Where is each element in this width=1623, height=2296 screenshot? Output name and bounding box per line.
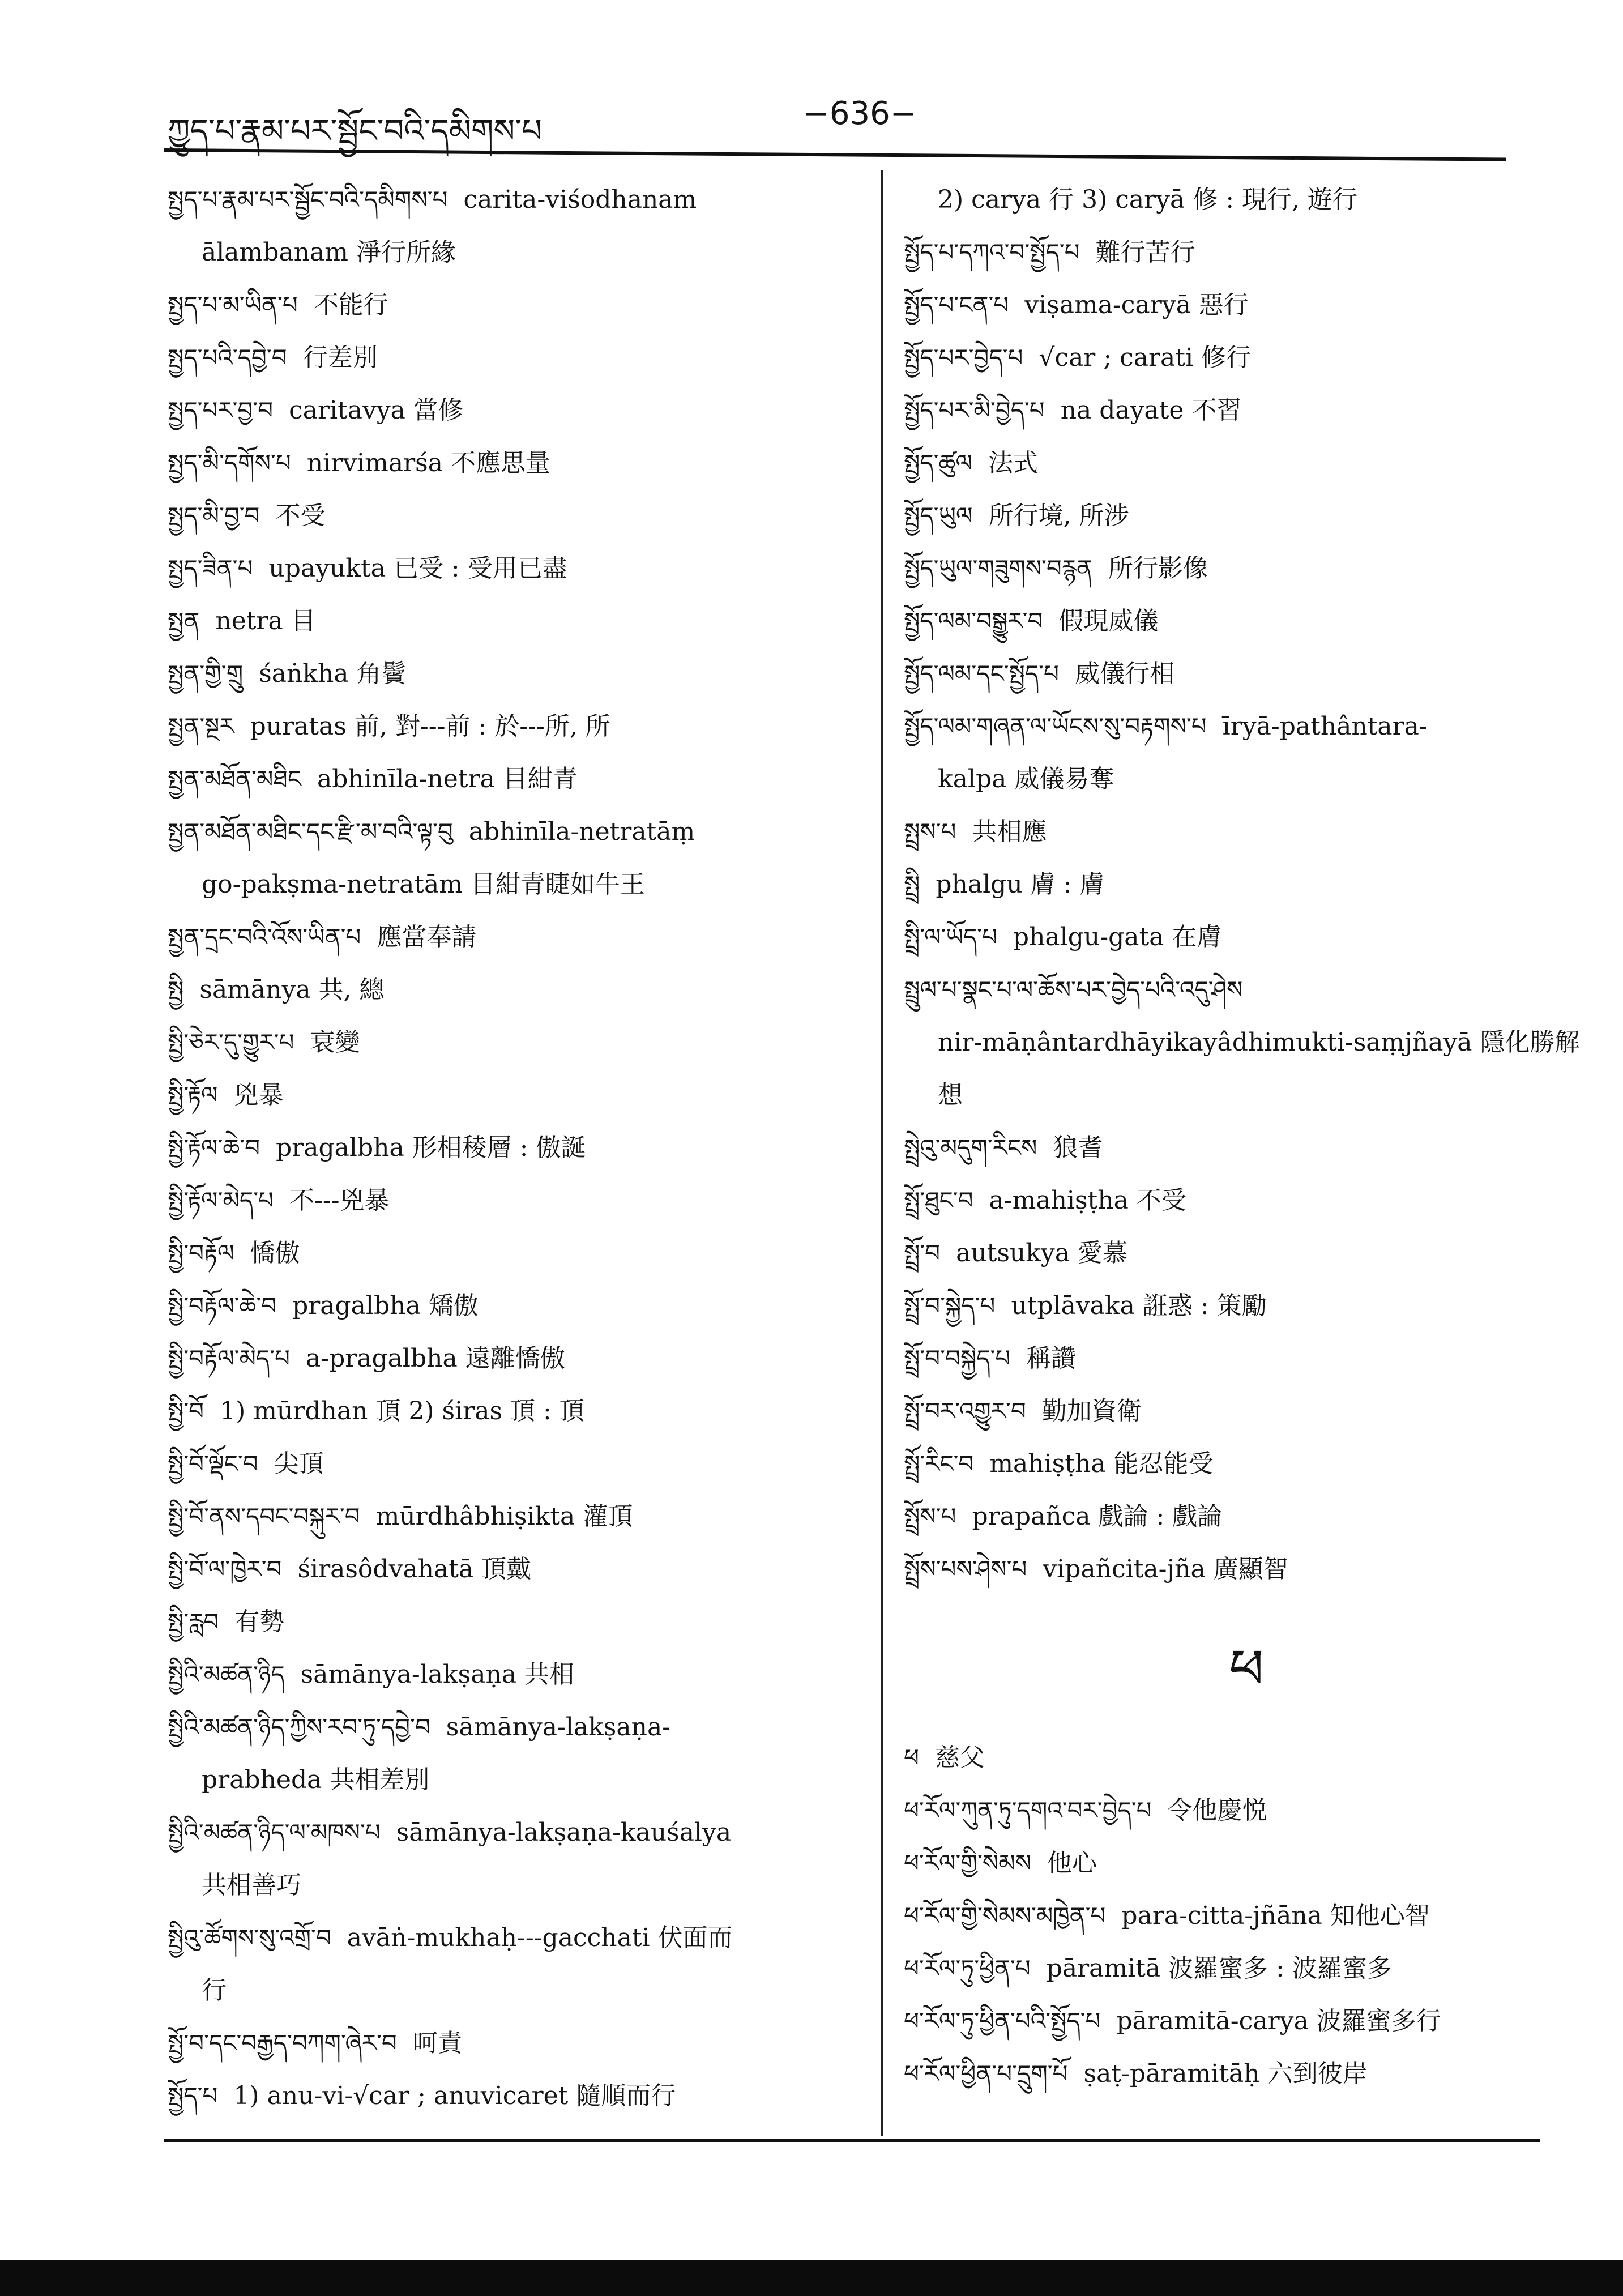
dictionary-entry <box>904 1437 1589 1490</box>
tibetan-headword: སྤྲི <box>904 870 920 898</box>
tibetan-headword: ཕ་རོལ་ཏུ་ཕྱིན་པ <box>904 1954 1031 1982</box>
dictionary-entry <box>168 279 853 331</box>
entry-definition: 稱讚 <box>1026 1344 1077 1373</box>
tibetan-headword: སྤྱོད་ཡུལ <box>904 502 973 530</box>
entry-definition: abhinīla-netra 目紺青 <box>317 765 578 793</box>
tibetan-headword: སྤྱད་པར་བྱ་བ <box>168 396 274 424</box>
tibetan-headword: སྤྲོ་བར་འགྱུར་བ <box>904 1397 1026 1425</box>
entry-continuation <box>168 1859 853 1911</box>
dictionary-entry <box>904 226 1589 279</box>
tibetan-headword: སྤྱད་པའི་དབྱེ་བ <box>168 344 287 372</box>
entry-definition: na dayate 不習 <box>1060 396 1242 425</box>
tibetan-headword: སྤྱད་ཟིན་པ <box>168 554 253 582</box>
dictionary-entry <box>904 542 1589 595</box>
tibetan-headword: སྤྲོ་རིང་བ <box>904 1450 974 1478</box>
entry-definition: a-pragalbha 遠離憍傲 <box>305 1344 565 1373</box>
entry-definition: netra 目 <box>215 607 316 635</box>
entry-definition: prabheda 共相差別 <box>202 1765 430 1794</box>
entry-definition: sāmānya-lakṣaṇa-kauśalya <box>396 1818 732 1847</box>
tibetan-headword: སྤྱི་བརྟོལ <box>168 1239 234 1267</box>
dictionary-entry <box>168 2069 853 2122</box>
tibetan-headword: སྤྲོས་པ <box>904 1503 956 1530</box>
dictionary-entry <box>904 1731 1589 1784</box>
dictionary-entry <box>904 2047 1589 2100</box>
dictionary-entry <box>904 1889 1589 1942</box>
tibetan-headword: སྤྱན་དྲང་བའི་འོས་ཡིན་པ <box>168 923 361 951</box>
entry-definition: carita-viśodhanam <box>463 185 697 214</box>
dictionary-entry <box>168 1016 853 1069</box>
entry-definition: 威儀行相 <box>1074 659 1174 688</box>
tibetan-headword: སྤྲོ་བ <box>904 1239 941 1267</box>
entry-definition: 難行苦行 <box>1095 238 1195 267</box>
tibetan-headword: སྤྲུལ་པ་སྣང་པ་ལ་ཆོས་པར་བྱེད་པའི་འདུ་ཤེས <box>904 976 1243 1004</box>
dictionary-entry <box>904 805 1589 858</box>
tibetan-headword: སྤྱི་རྟོལ་མེད་པ <box>168 1187 274 1214</box>
entry-definition: 不受 <box>275 501 326 530</box>
dictionary-entry <box>904 1385 1589 1437</box>
entry-definition: upayukta 已受 : 受用已盡 <box>268 554 567 583</box>
dictionary-entry <box>904 1174 1589 1227</box>
dictionary-entry <box>168 1069 853 1121</box>
entry-definition: 行差別 <box>302 343 378 372</box>
tibetan-headword: ཕ་རོལ་ཏུ་ཕྱིན་པའི་སྤྱོད་པ <box>904 2007 1101 2035</box>
entry-definition: ṣaṭ-pāramitāḥ 六到彼岸 <box>1083 2059 1368 2088</box>
tibetan-headword: སྤྱིའི་མཚན་ཉིད་ཀྱིས་རབ་ཏུ་དབྱེ་བ <box>168 1713 430 1741</box>
footer-rule <box>164 2139 1540 2142</box>
tibetan-headword: སྤྱི་བརྟོལ་མེད་པ <box>168 1345 290 1372</box>
tibetan-headword: ཕ་རོལ་གྱི་སེམས་མཁྱེན་པ <box>904 1902 1106 1930</box>
right-column <box>904 173 1589 2100</box>
tibetan-headword: སྤྱིའི་མཚན་ཉིད <box>168 1661 285 1688</box>
dictionary-entry <box>904 1227 1589 1279</box>
dictionary-entry <box>168 331 853 384</box>
dictionary-entry <box>168 1332 853 1385</box>
entry-definition: śaṅkha 角鬢 <box>259 659 407 688</box>
dictionary-entry <box>168 1648 853 1701</box>
tibetan-headword: སྤྱན་མཐོན་མཐིང <box>168 765 301 793</box>
entry-definition: 行 <box>202 1976 227 2005</box>
entry-definition: 想 <box>938 1081 963 1109</box>
tibetan-headword: སྤྲི་ལ་ཡོད་པ <box>904 923 997 951</box>
entry-definition: 不能行 <box>313 291 388 319</box>
tibetan-headword: སྤྲེའུ་མདུག་རིངས <box>904 1134 1037 1162</box>
dictionary-entry <box>904 911 1589 963</box>
tibetan-headword: སྤྱི་རླབ <box>168 1608 219 1636</box>
dictionary-entry <box>904 1332 1589 1385</box>
entry-definition: pāramitā-carya 波羅蜜多行 <box>1116 2007 1441 2035</box>
tibetan-headword: སྤྱོ་བ་དང་བརྒྱད་བཀག་ཞེར་བ <box>168 2029 397 2057</box>
tibetan-headword: སྤྱན <box>168 607 200 635</box>
dictionary-entry <box>904 1837 1589 1889</box>
entry-definition: 尖頂 <box>274 1449 324 1478</box>
dictionary-entry <box>904 647 1589 700</box>
entry-continuation <box>168 858 853 911</box>
entry-definition: caritavya 當修 <box>289 396 463 425</box>
entry-definition: autsukya 愛慕 <box>956 1239 1128 1268</box>
dictionary-entry <box>168 1385 853 1437</box>
tibetan-headword: སྤྱི་བོ <box>168 1397 204 1425</box>
entry-continuation <box>904 1069 1589 1121</box>
dictionary-entry <box>168 1543 853 1595</box>
entry-definition: a-mahiṣṭha 不受 <box>989 1186 1186 1215</box>
entry-definition: 1) anu-vi-√car ; anuvicaret 隨順而行 <box>233 2081 676 2110</box>
tibetan-headword: སྤྱན་གྱི་གྲུ <box>168 660 244 688</box>
dictionary-entry <box>168 647 853 700</box>
entry-definition: 慈父 <box>934 1743 985 1772</box>
entry-definition: mūrdhâbhiṣikta 灌頂 <box>375 1502 633 1531</box>
dictionary-entry <box>168 1279 853 1332</box>
tibetan-headword: སྤྲོ་བ་སྐྱེད་པ <box>904 1292 996 1320</box>
entry-definition: 法式 <box>988 449 1039 477</box>
dictionary-entry <box>168 489 853 542</box>
entry-definition: vipañcita-jña 廣顯智 <box>1043 1555 1288 1584</box>
entry-definition: phalgu-gata 在膚 <box>1013 923 1222 951</box>
tibetan-headword: སྤྱི་རྟོལ་ཆེ་བ <box>168 1134 260 1162</box>
entry-definition: 他心 <box>1047 1849 1097 1877</box>
dictionary-entry <box>904 1942 1589 1995</box>
dictionary-entry <box>168 1437 853 1490</box>
dictionary-entry <box>168 1174 853 1227</box>
entry-definition: 所行境, 所涉 <box>988 501 1129 530</box>
entry-continuation <box>904 173 1589 226</box>
dictionary-entry <box>904 1995 1589 2047</box>
tibetan-headword: སྤྱོད་ཡུལ་གཟུགས་བརྙན <box>904 554 1092 582</box>
entry-definition: 令他慶悦 <box>1167 1796 1267 1825</box>
entry-definition: mahiṣṭha 能忍能受 <box>989 1449 1214 1478</box>
entry-definition: sāmānya 共, 總 <box>199 975 385 1004</box>
running-head: ཀྱུད་པ་རྣམ་པར་སྦྱོང་བའི་དམིགས་པ <box>168 113 542 150</box>
tibetan-headword: སྤྱོད་ཚུལ <box>904 449 973 477</box>
entry-definition: 應當奉請 <box>377 923 477 951</box>
tibetan-headword: སྤྱི་བོ་ནས་དབང་བསྐུར་བ <box>168 1503 360 1530</box>
tibetan-headword: སྤྱོད་པ <box>168 2082 218 2110</box>
tibetan-headword: ཕ <box>904 1744 919 1772</box>
dictionary-entry <box>168 753 853 805</box>
column-divider <box>881 170 883 2136</box>
entry-definition: pragalbha 形相稜層 : 傲誕 <box>276 1133 586 1162</box>
dictionary-entry <box>168 2017 853 2069</box>
entry-definition: 不---兇暴 <box>289 1186 390 1215</box>
tibetan-headword: སྤྱི་བརྟོལ་ཆེ་བ <box>168 1292 277 1320</box>
dictionary-entry <box>168 911 853 963</box>
entry-definition: phalgu 膚 : 膚 <box>936 870 1105 899</box>
entry-definition: 勤加資衛 <box>1041 1397 1142 1426</box>
entry-continuation <box>168 226 853 279</box>
entry-definition: īryā-pathântara- <box>1222 712 1428 741</box>
tibetan-headword: ཕ་རོལ་ཀུན་ཏུ་དགའ་བར་བྱེད་པ <box>904 1796 1152 1824</box>
dictionary-entry <box>168 805 853 858</box>
tibetan-headword: སྤྱོད་པར་བྱེད་པ <box>904 344 1023 372</box>
tibetan-headword: སྤྱི <box>168 976 184 1004</box>
entry-definition: utplāvaka 誑惑 : 策勵 <box>1011 1291 1267 1320</box>
entry-definition: 兇暴 <box>233 1081 284 1109</box>
entry-definition: 呵責 <box>412 2029 463 2058</box>
entry-definition: 共相善巧 <box>202 1871 301 1900</box>
entry-definition: go-pakṣma-netratām 目紺青睫如牛王 <box>202 870 645 899</box>
entry-definition: 假現威儀 <box>1058 607 1159 635</box>
dictionary-entry <box>168 384 853 437</box>
entry-definition: 有勢 <box>234 1607 285 1636</box>
dictionary-entry <box>168 963 853 1016</box>
dictionary-entry <box>168 542 853 595</box>
left-column <box>168 173 853 2122</box>
entry-definition: 2) carya 行 3) caryā 修 : 現行, 遊行 <box>938 185 1358 214</box>
tibetan-headword: སྤྱོད་ལམ་དང་སྤྱོད་པ <box>904 660 1059 688</box>
entry-definition: kalpa 威儀易奪 <box>938 765 1114 793</box>
tibetan-headword: སྤྱི་བོ་ལ་ཁྱེར་བ <box>168 1555 282 1583</box>
tibetan-headword: སྤྱིའུ་ཚོགས་སུ་འགྲོ་བ <box>168 1924 331 1952</box>
tibetan-headword: སྤྱོད་པ་དཀའ་བ་སྤྱོད་པ <box>904 238 1080 266</box>
tibetan-headword: སྤྱད་མི་དགོས་པ <box>168 449 291 477</box>
dictionary-entry <box>904 1490 1589 1543</box>
dictionary-entry <box>904 279 1589 331</box>
entry-definition: pāramitā 波羅蜜多 : 波羅蜜多 <box>1046 1954 1392 1983</box>
entry-continuation <box>168 1753 853 1806</box>
entry-definition: sāmānya-lakṣaṇa- <box>446 1713 671 1742</box>
dictionary-entry <box>904 489 1589 542</box>
entry-definition: 1) mūrdhan 頂 2) śiras 頂 : 頂 <box>220 1397 584 1426</box>
entry-definition: pragalbha 矯傲 <box>292 1291 479 1320</box>
page-number: −636− <box>803 95 917 132</box>
tibetan-headword: སྤྱོད་ལམ་གཞན་ལ་ཡོངས་སུ་བརྟགས་པ <box>904 712 1207 740</box>
tibetan-headword: སྤྱི་ཅེར་དུ་གྱུར་པ <box>168 1028 294 1056</box>
entry-definition: ālambanam 淨行所緣 <box>202 238 456 267</box>
entry-continuation <box>904 1016 1589 1069</box>
dictionary-entry <box>168 437 853 489</box>
tibetan-headword: སྤྱད་མི་བྱ་བ <box>168 502 260 530</box>
entry-definition: puratas 前, 對---前 : 於---所, 所 <box>250 712 610 741</box>
dictionary-entry <box>168 1227 853 1279</box>
entry-definition: para-citta-jñāna 知他心智 <box>1121 1901 1430 1930</box>
tibetan-headword: སྤྱོད་པ་ངན་པ <box>904 291 1009 319</box>
entry-definition: sāmānya-lakṣaṇa 共相 <box>300 1660 575 1689</box>
tibetan-headword: སྤྱོད་པར་མི་བྱེད་པ <box>904 396 1045 424</box>
dictionary-entry <box>168 1490 853 1543</box>
entry-definition: √car ; carati 修行 <box>1039 343 1252 372</box>
entry-definition: prapañca 戲論 : 戲論 <box>972 1502 1223 1531</box>
entry-definition: śirasôdvahatā 頂戴 <box>297 1555 532 1584</box>
dictionary-entry <box>168 1911 853 1964</box>
entry-continuation <box>168 1964 853 2017</box>
entry-definition: 共相應 <box>972 817 1047 846</box>
entry-definition: 憍傲 <box>250 1239 300 1268</box>
entry-definition: viṣama-caryā 惡行 <box>1024 291 1249 319</box>
dictionary-entry <box>904 700 1589 753</box>
dictionary-entry <box>904 1279 1589 1332</box>
dictionary-entry <box>168 1121 853 1174</box>
tibetan-headword: སྤྱི་རྟོལ <box>168 1081 218 1109</box>
dictionary-entry <box>904 384 1589 437</box>
tibetan-headword: སྤྲོ་ཐུང་བ <box>904 1187 973 1214</box>
tibetan-headword: ཕ་རོལ་གྱི་སེམས <box>904 1849 1031 1877</box>
dictionary-entry <box>168 1701 853 1753</box>
tibetan-headword: སྤྱི་བོ་ལྡོང་བ <box>168 1450 258 1478</box>
tibetan-headword: ཕ་རོལ་ཕྱིན་པ་དྲུག་པོ <box>904 2060 1068 2088</box>
dictionary-entry <box>168 1595 853 1648</box>
entry-definition: nirvimarśa 不應思量 <box>306 449 550 477</box>
entry-definition: 所行影像 <box>1108 554 1208 583</box>
tibetan-headword: སྤྲས་པ <box>904 818 956 846</box>
dictionary-entry <box>904 1784 1589 1837</box>
entry-definition: 衰變 <box>310 1028 360 1057</box>
entry-definition: avāṅ-mukhaḥ---gacchati 伏面而 <box>347 1923 733 1952</box>
entry-definition: abhinīla-netratāṃ <box>468 817 695 846</box>
dictionary-entry <box>904 1121 1589 1174</box>
tibetan-headword: སྤྱིའི་མཚན་ཉིད་ལ་མཁས་པ <box>168 1819 381 1846</box>
entry-definition: nir-māṇântardhāyikayâdhimukti-saṃjñayā 隱化勝解 <box>938 1028 1580 1057</box>
tibetan-headword: སྤྱན་མཐོན་མཐིང་དང་རྫི་མ་བའི་ལྟ་བུ <box>168 818 453 846</box>
dictionary-entry <box>904 858 1589 911</box>
tibetan-headword: སྤྲོས་པས་ཤེས་པ <box>904 1555 1027 1583</box>
tibetan-headword: སྤྱད་པ་རྣམ་པར་སྦྱོང་བའི་དམིགས་པ <box>168 186 448 214</box>
dictionary-entry <box>168 1806 853 1859</box>
tibetan-headword: སྤྱོད་ལམ་བསྒྱུར་བ <box>904 607 1043 635</box>
dictionary-entry <box>904 963 1589 1016</box>
dictionary-entry <box>168 173 853 226</box>
entry-continuation <box>904 753 1589 805</box>
dictionary-entry <box>904 1543 1589 1595</box>
dictionary-entry <box>904 437 1589 489</box>
dictionary-entry <box>904 595 1589 647</box>
dictionary-entry <box>904 331 1589 384</box>
section-heading: ཕ <box>1229 1637 1264 1701</box>
dictionary-entry <box>168 595 853 647</box>
tibetan-headword: སྤྱན་སྔར <box>168 712 234 740</box>
tibetan-headword: སྤྱད་པ་མ་ཡིན་པ <box>168 291 298 319</box>
scan-edge-band <box>0 2260 1623 2296</box>
dictionary-entry <box>168 700 853 753</box>
entry-definition: 狼耆 <box>1053 1133 1103 1162</box>
tibetan-headword: སྤྲོ་བ་བསྐྱེད་པ <box>904 1345 1011 1372</box>
